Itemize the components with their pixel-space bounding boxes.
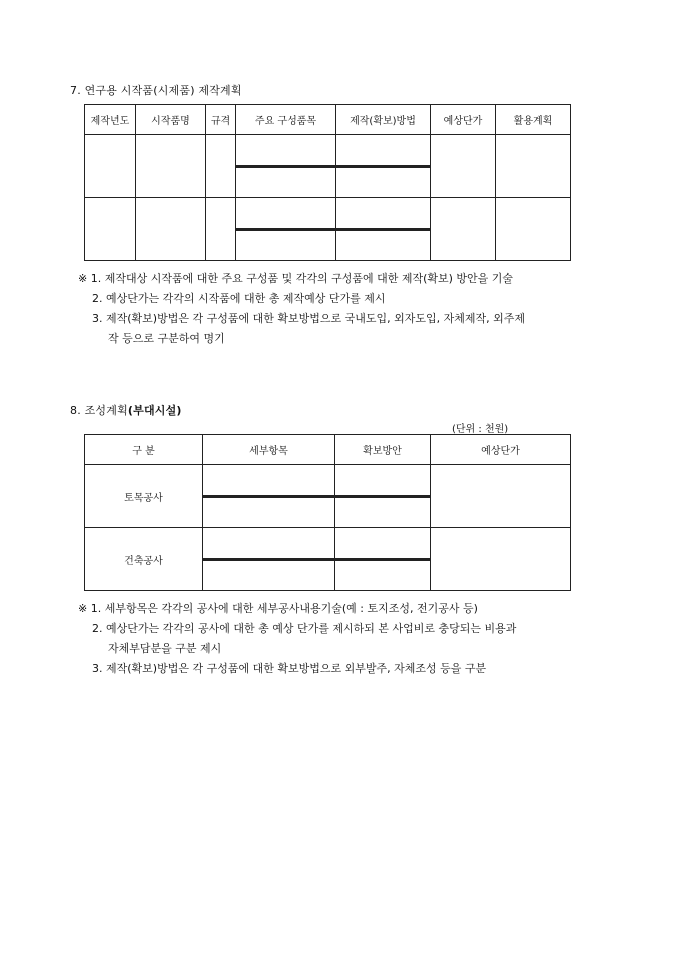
header-method: 제작(확보)방법 <box>336 105 431 135</box>
unit-label: (단위 : 천원) <box>452 424 509 435</box>
table-cell <box>431 198 496 261</box>
table-cell <box>85 198 136 261</box>
header-acquisition: 확보방안 <box>335 435 431 465</box>
header-usage-plan: 활용계획 <box>496 105 571 135</box>
row-label-building: 건축공사 <box>85 528 203 591</box>
detail-subcells <box>203 465 335 528</box>
components-subcells <box>236 135 336 198</box>
header-spec: 규격 <box>206 105 236 135</box>
acquisition-subcells <box>335 528 431 591</box>
header-components: 주요 구성품목 <box>236 105 336 135</box>
header-year: 제작년도 <box>85 105 136 135</box>
header-prototype-name: 시작품명 <box>136 105 206 135</box>
header-unit-price: 예상단가 <box>431 435 571 465</box>
section-8-title-bold: (부대시설) <box>127 404 182 417</box>
table-cell <box>136 198 206 261</box>
note-line: 자체부담분을 구분 제시 <box>108 642 222 655</box>
note-line: ※ 1. 세부항목은 각각의 공사에 대한 세부공사내용기술(예 : 토지조성, 전기공사 등) <box>78 602 478 615</box>
method-subcells <box>336 198 431 261</box>
section-7-title: 7. 연구용 시작품(시제품) 제작계획 <box>70 84 242 97</box>
table-row <box>85 135 571 198</box>
header-detail-item: 세부항목 <box>203 435 335 465</box>
note-line: 2. 예상단가는 각각의 공사에 대한 총 예상 단가를 제시하되 본 사업비로 충당되는 비용과 <box>92 622 517 635</box>
table-row <box>85 528 571 591</box>
note-line: 2. 예상단가는 각각의 시작품에 대한 총 제작예상 단가를 제시 <box>92 292 386 305</box>
table-row <box>85 465 571 528</box>
table-row <box>85 198 571 261</box>
table-cell <box>431 465 571 528</box>
table-cell <box>431 528 571 591</box>
note-line: 작 등으로 구분하여 명기 <box>108 332 225 345</box>
components-subcells <box>236 198 336 261</box>
section-8-notes <box>78 599 638 679</box>
table-cell <box>206 135 236 198</box>
table-cell <box>136 135 206 198</box>
header-unit-price: 예상단가 <box>431 105 496 135</box>
method-subcells <box>336 135 431 198</box>
table-cell <box>206 198 236 261</box>
section-8-title <box>70 402 182 418</box>
note-line: 3. 제작(확보)방법은 각 구성품에 대한 확보방법으로 외부발주, 자체조성 등을 구분 <box>92 662 487 675</box>
header-category: 구 분 <box>85 435 203 465</box>
table-cell <box>431 135 496 198</box>
detail-subcells <box>203 528 335 591</box>
table-cell <box>496 198 571 261</box>
row-label-civil: 토목공사 <box>85 465 203 528</box>
acquisition-subcells <box>335 465 431 528</box>
table-cell <box>85 135 136 198</box>
facility-plan-table <box>84 434 571 591</box>
table-header-row <box>85 105 571 135</box>
note-line: ※ 1. 제작대상 시작품에 대한 주요 구성품 및 각각의 구성품에 대한 제작(확보) 방안을 기술 <box>78 272 514 285</box>
table-header-row <box>85 435 571 465</box>
prototype-plan-table <box>84 104 571 261</box>
note-line: 3. 제작(확보)방법은 각 구성품에 대한 확보방법으로 국내도입, 외자도입, 자체제작, 외주제 <box>92 312 525 325</box>
table-cell <box>496 135 571 198</box>
section-8-title-text: 8. 조성계획 <box>70 404 128 417</box>
section-7-notes <box>78 269 638 349</box>
